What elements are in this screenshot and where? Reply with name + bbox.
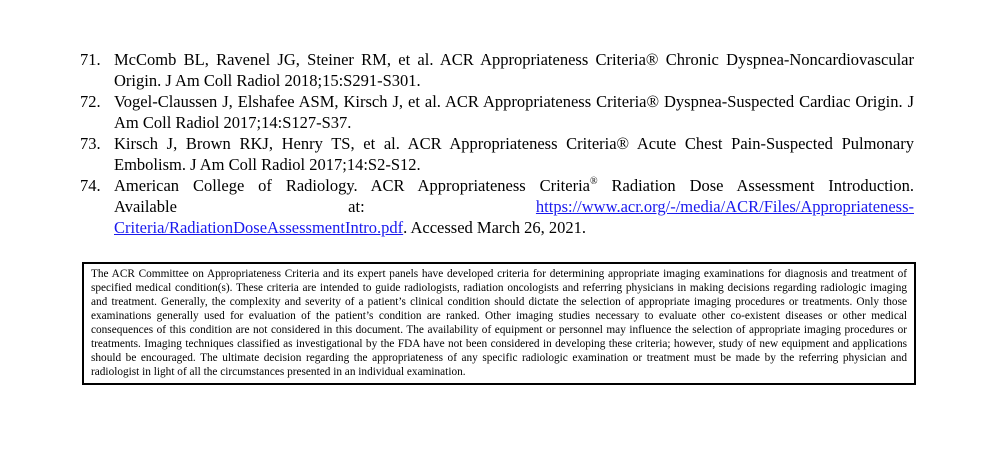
reference-link-line xyxy=(114,217,914,238)
disclaimer-text: The ACR Committee on Appropriateness Criteria and its expert panels have developed criteria for determining appropriate imaging examinations for diagnosis and treatment of specified medical condition(s). These criteria are intended to guide radiologists, radiation oncologists and referring physicians in making decisions regarding radiologic imaging and treatment. Generally, the complexity and severity of a patient’s clinical condition should dictate the selection of appropriate imaging procedures or treatments. Only those examinations generally used for evaluation of the patient’s condition are ranked. Other imaging studies necessary to evaluate other co-existent diseases or other medical consequences of this condition are not considered in this document. The availability of equipment or personnel may influence the selection of appropriate imaging procedures or treatments. Imaging techniques classified as investigational by the FDA have not been considered in developing these criteria; however, study of new equipment and applications should be encouraged. The ultimate decision regarding the appropriateness of any specific radiologic examination or treatment must be made by the referring physician and radiologist in light of all the circumstances presented in an individual examination. xyxy=(91,268,907,378)
reference-number: 71. xyxy=(80,50,101,69)
disclaimer-box xyxy=(82,262,916,385)
reference-number: 72. xyxy=(80,92,101,111)
reference-number: 74. xyxy=(80,176,101,195)
reference-link-part1[interactable]: https://www.acr.org/-/media/ACR/Files/Appropriateness- xyxy=(535,197,914,216)
reference-item-71 xyxy=(80,49,914,91)
reference-text-start: American College of Radiology. ACR Appropriateness Criteria xyxy=(114,176,590,195)
reference-text xyxy=(114,175,914,196)
reference-item-72 xyxy=(80,91,914,133)
reference-item-74 xyxy=(80,175,914,238)
available-line xyxy=(114,196,914,217)
reference-item-73 xyxy=(80,133,914,175)
reference-text: Kirsch J, Brown RKJ, Henry TS, et al. ACR Appropriateness Criteria® Acute Chest Pain-Suspected Pulmonary Embolism. J Am Coll Radiol 2017;14:S2-S12. xyxy=(114,134,914,174)
accessed-date: . Accessed March 26, 2021. xyxy=(403,218,586,237)
reference-list xyxy=(80,49,914,238)
reference-text: McComb BL, Ravenel JG, Steiner RM, et al. ACR Appropriateness Criteria® Chronic Dyspnea-Noncardiovascular Origin. J Am Coll Radiol 2018;15:S291-S301. xyxy=(114,50,914,90)
reference-text: Vogel-Claussen J, Elshafee ASM, Kirsch J, et al. ACR Appropriateness Criteria® Dyspnea-Suspected Cardiac Origin. J Am Coll Radiol 2017;14:S127-S37. xyxy=(114,92,914,132)
available-label: Available xyxy=(114,197,177,216)
reference-link-part2[interactable]: Criteria/RadiationDoseAssessmentIntro.pdf xyxy=(114,218,404,237)
at-label: at: xyxy=(348,197,365,216)
registered-mark: ® xyxy=(590,175,598,187)
reference-number: 73. xyxy=(80,134,101,153)
reference-text-end: Radiation Dose Assessment Introduction. xyxy=(597,176,914,195)
